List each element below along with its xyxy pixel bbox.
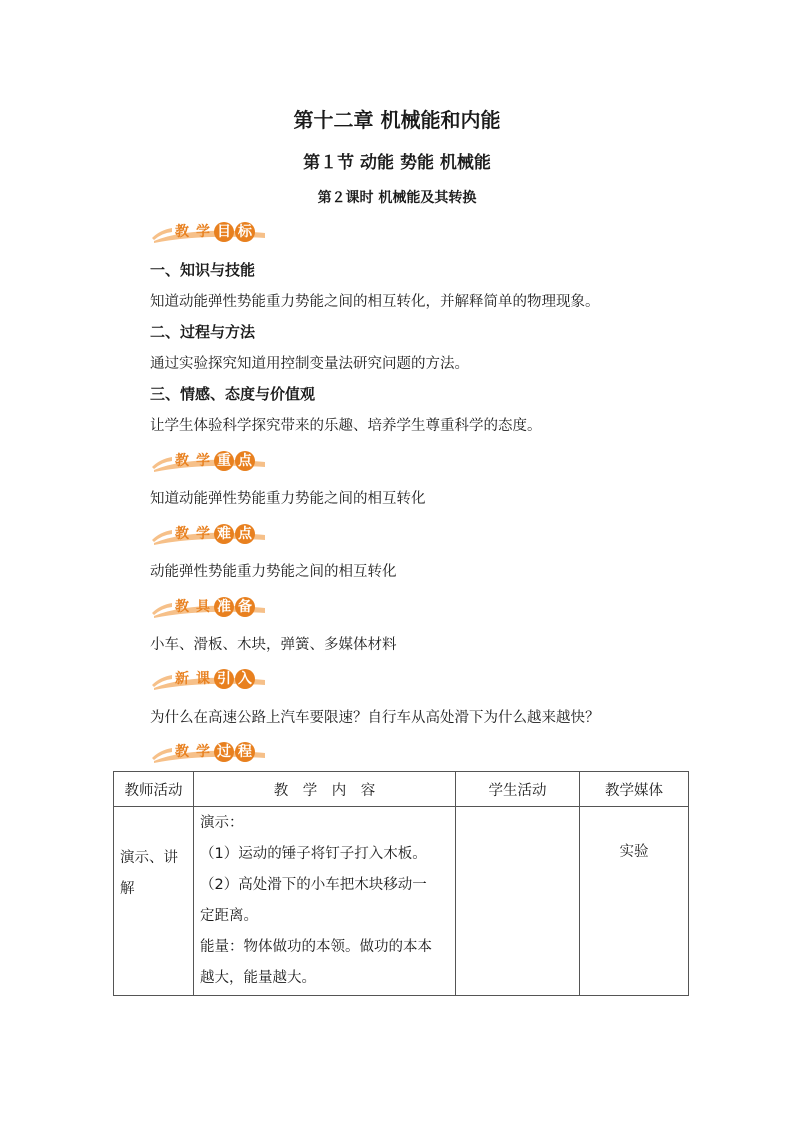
chapter-title: 第十二章 机械能和内能 [293,108,501,132]
content-line: 定距离。 [200,908,258,924]
cell-teaching-media: 实验 [580,807,689,996]
badge-char: 学 [196,224,210,240]
content-line: 越大，能量越大。 [200,970,316,986]
difficulty-text: 动能弹性势能重力势能之间的相互转化 [150,564,397,580]
badge-char: 备 [235,597,255,617]
cell-student-activity [456,807,580,996]
goal-heading-attitude: 三、情感、态度与价值观 [150,385,316,403]
badge-tools [150,591,280,621]
key-point-text: 知道动能弹性势能重力势能之间的相互转化 [150,491,426,507]
header-student-activity: 学生活动 [456,772,580,807]
badge-char: 教 [175,526,189,542]
badge-key-point [150,445,280,475]
goal-heading-process: 二、过程与方法 [150,323,256,341]
badge-char: 入 [235,669,255,689]
header-teaching-media: 教学媒体 [580,772,689,807]
goal-text-knowledge: 知道动能弹性势能重力势能之间的相互转化，并解释简单的物理现象。 [150,294,600,310]
header-teaching-content: 教 学 内 容 [194,772,456,807]
lesson-title: 第２课时 机械能及其转换 [317,190,477,206]
badge-char: 重 [214,451,234,471]
content-line: （2）高处滑下的小车把木块移动一 [200,877,427,893]
cell-teaching-content [194,807,456,996]
badge-char: 标 [235,222,255,242]
badge-char: 学 [196,453,210,469]
badge-char: 教 [175,744,189,760]
teaching-process-table [113,771,689,996]
badge-char: 新 [175,671,189,687]
goal-heading-knowledge: 一、知识与技能 [150,261,256,279]
badge-char: 程 [235,742,255,762]
badge-char: 难 [214,524,234,544]
badge-char: 目 [214,222,234,242]
badge-difficulty [150,518,280,548]
tools-text: 小车、滑板、木块，弹簧、多媒体材料 [150,637,397,653]
badge-char: 点 [235,524,255,544]
badge-process [150,736,280,766]
intro-text: 为什么在高速公路上汽车要限速？自行车从高处滑下为什么越来越快？ [150,710,600,726]
badge-char: 准 [214,597,234,617]
badge-char: 教 [175,599,189,615]
badge-char: 学 [196,526,210,542]
goal-text-process: 通过实验探究知道用控制变量法研究问题的方法。 [150,356,469,372]
header-teacher-activity: 教师活动 [114,772,194,807]
content-line: 能量：物体做功的本领。做功的本本 [200,939,432,955]
table-header-row [114,772,689,807]
badge-char: 引 [214,669,234,689]
badge-char: 学 [196,744,210,760]
section-title: 第１节 动能 势能 机械能 [303,153,491,173]
content-line: （1）运动的锤子将钉子打入木板。 [200,846,427,862]
badge-teaching-goals [150,216,280,246]
table-row [114,807,689,996]
badge-char: 课 [196,671,210,687]
goal-text-attitude: 让学生体验科学探究带来的乐趣、培养学生尊重科学的态度。 [150,418,542,434]
badge-char: 过 [214,742,234,762]
badge-char: 具 [196,599,210,615]
badge-char: 教 [175,453,189,469]
badge-char: 教 [175,224,189,240]
badge-char: 点 [235,451,255,471]
badge-intro [150,663,280,693]
content-line: 演示： [200,815,244,831]
cell-teacher-activity: 演示、讲解 [114,807,194,996]
